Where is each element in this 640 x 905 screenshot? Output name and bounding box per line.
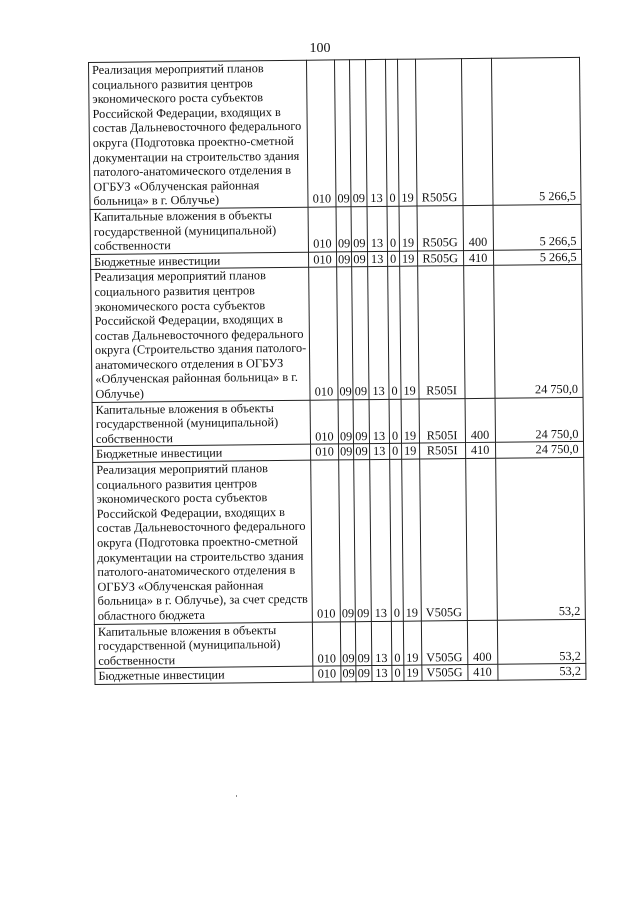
row-name: Бюджетные инвестиции	[95, 667, 313, 685]
event-code: 19	[401, 459, 421, 621]
ministry-code: 010	[309, 252, 337, 268]
table-row	[92, 397, 583, 447]
program-code: 13	[371, 666, 391, 682]
table-row	[90, 204, 581, 254]
subsection-code: 09	[357, 666, 371, 681]
expense-type-code: 400	[465, 398, 495, 443]
row-name: Реализация мероприятий планов социального развития центров экономического роста субъектов Российской Федерации, входящих в состав Дальневосточного федерального округа (Подготовка проектно-сметной документации на строительство здания патолого-анатомического отделения в ОГБУЗ «Облученская районная больница» в г. Облучье)	[89, 60, 309, 209]
program-code: 13	[367, 206, 387, 251]
program-code: 13	[367, 267, 388, 400]
program-code: 13	[369, 444, 389, 460]
program-code: 13	[369, 399, 389, 444]
subsection-code: 09	[352, 267, 369, 399]
subprogram-code: 0	[387, 267, 400, 399]
subprogram-code: 0	[391, 666, 403, 682]
amount: 53,2	[497, 619, 585, 665]
expense-type-code: 410	[465, 443, 495, 459]
direction-code: V505G	[419, 459, 467, 621]
row-name: Капитальные вложения в объекты государственной (муниципальной) собственности	[90, 207, 308, 254]
section-code: 09	[337, 267, 354, 399]
direction-code: R505I	[419, 443, 465, 459]
program-code: 13	[365, 59, 387, 206]
direction-code: R505G	[417, 250, 463, 266]
budget-table	[88, 57, 586, 685]
subprogram-code: 0	[385, 59, 399, 206]
subprogram-code: 0	[389, 444, 401, 460]
subsection-code: 09	[351, 207, 367, 252]
event-code: 19	[401, 443, 419, 459]
program-code: 13	[367, 251, 387, 267]
amount: 5 266,5	[493, 249, 581, 266]
program-code: 13	[371, 621, 391, 666]
table-row	[94, 619, 585, 669]
section-code: 09	[340, 444, 353, 459]
subprogram-code: 0	[389, 459, 403, 621]
subsection-code: 09	[353, 399, 369, 444]
event-code: 19	[401, 399, 419, 444]
table-row	[93, 457, 585, 624]
section-code: 09	[340, 621, 356, 666]
event-code: 19	[399, 266, 418, 399]
ministry-code: 010	[310, 400, 338, 445]
event-code: 19	[399, 251, 417, 267]
section-code: 09	[338, 399, 354, 444]
page-number: 100	[309, 41, 331, 56]
table-row	[91, 265, 583, 402]
expense-type-code: 410	[463, 250, 493, 266]
amount: 53,2	[495, 457, 585, 619]
amount: 5 266,5	[491, 57, 581, 205]
subsection-code: 09	[350, 60, 367, 207]
event-code: 19	[397, 59, 417, 206]
row-name: Реализация мероприятий планов социального развития центров экономического роста субъектов Российской Федерации, входящих в состав Дальневосточного федерального округа (Строительство здания патолого-анатомического отделения в ОГБУЗ «Облученская районная больница» в г. Облучье)	[91, 268, 310, 403]
ministry-code: 010	[311, 460, 341, 622]
row-name: Бюджетные инвестиции	[91, 252, 309, 270]
scan-speck	[236, 795, 237, 797]
event-code: 19	[403, 665, 421, 681]
section-code: 09	[338, 251, 351, 267]
subprogram-code: 0	[389, 399, 401, 444]
subsection-code: 09	[354, 460, 371, 622]
subprogram-code: 0	[391, 621, 403, 666]
row-name: Бюджетные инвестиции	[93, 445, 311, 463]
table-row	[89, 57, 581, 209]
subprogram-code: 0	[387, 206, 399, 251]
subsection-code: 09	[355, 444, 368, 459]
row-name: Реализация мероприятий планов социального развития центров экономического роста субъектов Российской Федерации, входящих в состав Дальневосточного федерального округа (Подготовка проектно-сметной документации на строительство здания патолого-анатомического отделения в ОГБУЗ «Облученская районная больница» в г. Облучье), за счет средств областного бюджета	[93, 460, 313, 624]
direction-code: V505G	[421, 665, 467, 681]
event-code: 19	[399, 206, 417, 251]
section-code: 09	[339, 460, 356, 622]
event-code: 19	[403, 621, 421, 666]
subsection-code: 09	[353, 251, 366, 266]
direction-code: R505G	[415, 59, 463, 206]
expense-type-code: 400	[467, 620, 497, 665]
subsection-code: 09	[356, 621, 372, 666]
program-code: 13	[369, 459, 391, 621]
expense-type-code: 400	[463, 205, 493, 250]
expense-type-code: 410	[467, 665, 497, 681]
amount: 24 750,0	[493, 265, 582, 398]
row-name: Капитальные вложения в объекты государственной (муниципальной) собственности	[94, 622, 312, 669]
direction-code: R505I	[419, 398, 465, 443]
amount: 24 750,0	[495, 397, 583, 443]
section-code: 09	[334, 60, 351, 207]
amount: 24 750,0	[495, 442, 583, 459]
amount: 53,2	[497, 664, 585, 681]
ministry-code: 010	[309, 267, 338, 400]
expense-type-code	[461, 58, 493, 205]
ministry-code: 010	[313, 666, 341, 682]
section-code: 09	[336, 207, 352, 252]
subprogram-code: 0	[387, 251, 399, 267]
expense-type-code	[463, 266, 494, 399]
ministry-code: 010	[306, 60, 336, 207]
direction-code: R505G	[417, 206, 463, 251]
section-code: 09	[342, 666, 355, 681]
ministry-code: 010	[308, 207, 336, 252]
ministry-code: 010	[311, 444, 339, 460]
ministry-code: 010	[312, 621, 340, 666]
expense-type-code	[465, 458, 497, 620]
direction-code: R505I	[417, 266, 464, 399]
amount: 5 266,5	[493, 204, 581, 250]
direction-code: V505G	[421, 620, 467, 665]
row-name: Капитальные вложения в объекты государственной (муниципальной) собственности	[92, 400, 310, 447]
